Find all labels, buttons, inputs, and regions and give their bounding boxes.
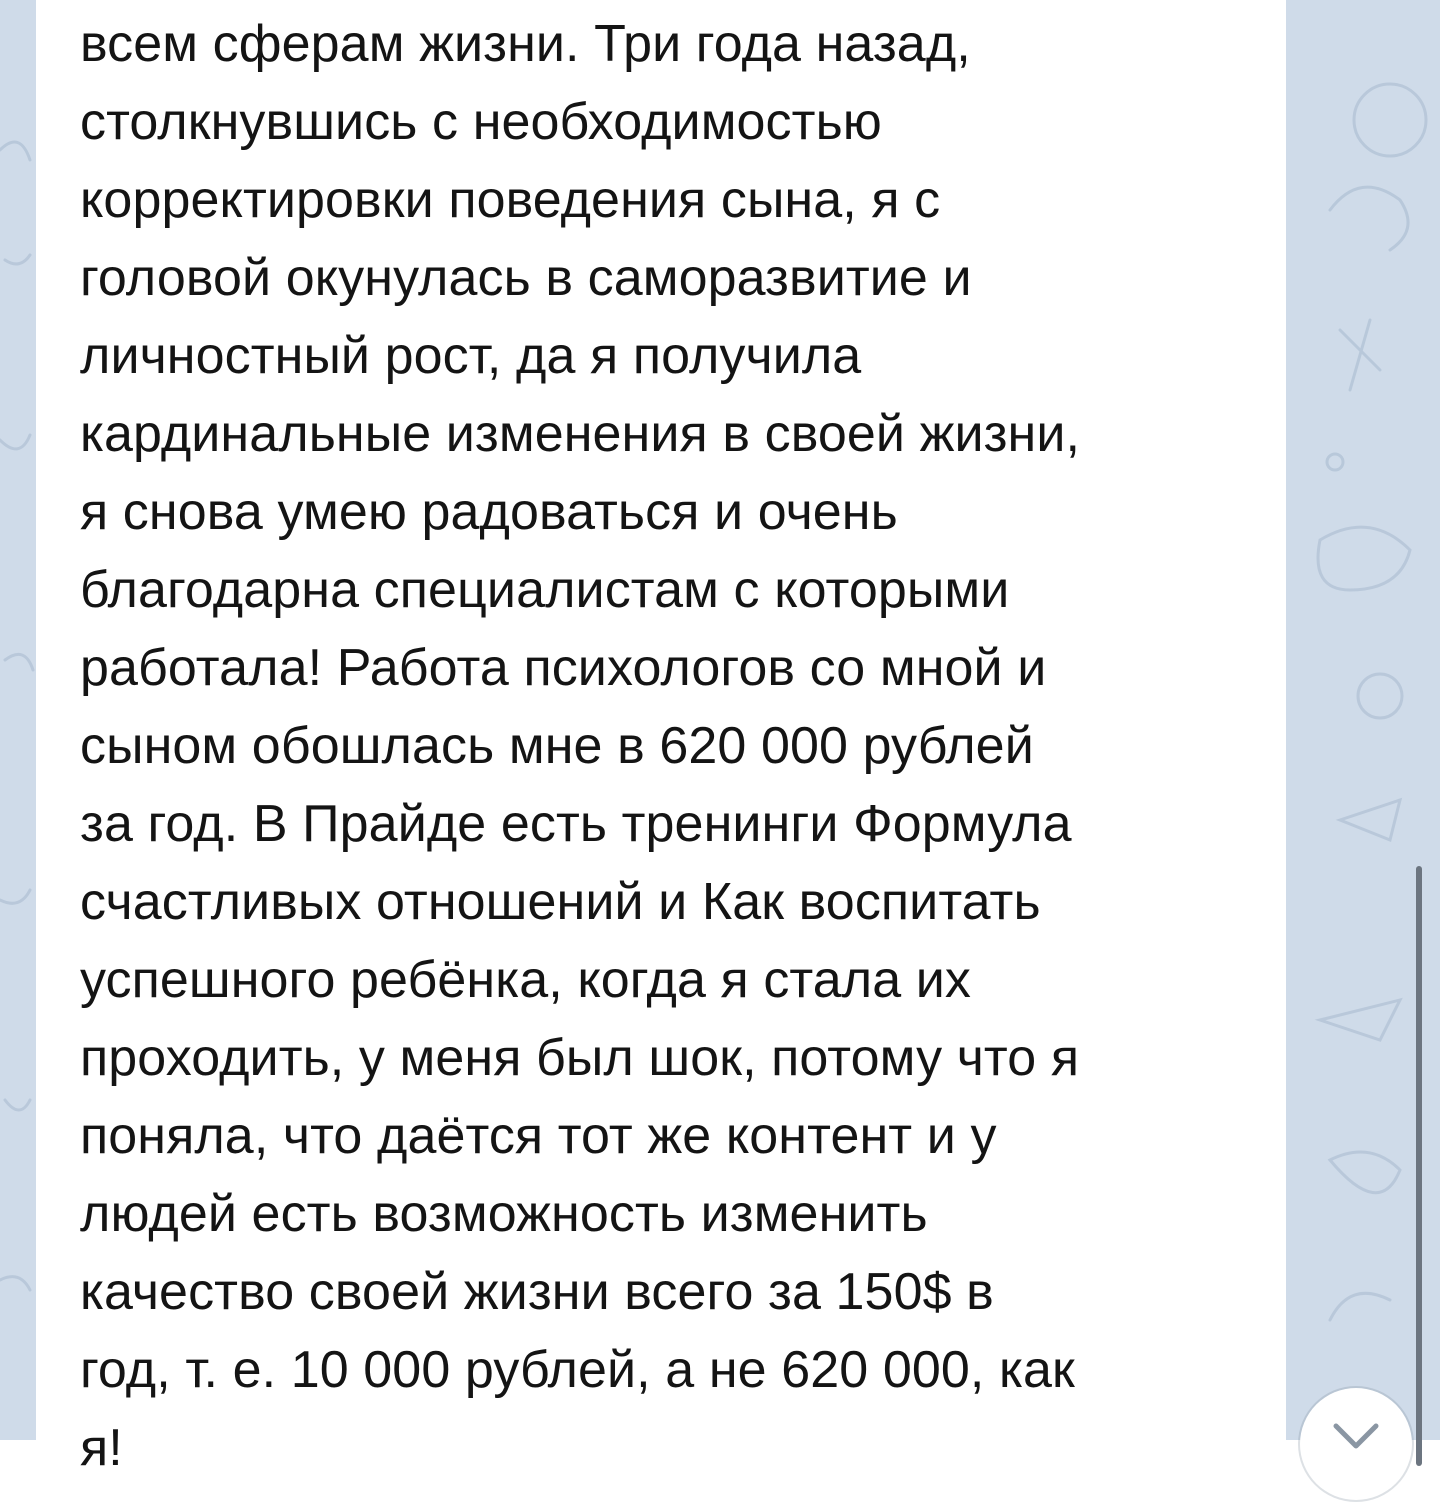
message-line: я!: [80, 1419, 123, 1477]
message-line: поняла, что даётся тот же контент и у: [80, 1107, 997, 1165]
message-line: за год. В Прайде есть тренинги Формула: [80, 795, 1072, 853]
message-line: успешного ребёнка, когда я стала их: [80, 951, 972, 1009]
message-line: год, т. е. 10 000 рублей, а не 620 000, как: [80, 1341, 1075, 1399]
scroll-down-icon: [1300, 1388, 1412, 1500]
message-line: благодарна специалистам с которыми: [80, 561, 1010, 619]
scroll-down-button[interactable]: [1300, 1388, 1412, 1500]
message-line: корректировки поведения сына, я с: [80, 171, 941, 229]
message-line: головой окунулась в саморазвитие и: [80, 249, 972, 307]
message-line: работала! Работа психологов со мной и: [80, 639, 1047, 697]
scrollbar[interactable]: [1416, 866, 1422, 1466]
message-line: сыном обошлась мне в 620 000 рублей: [80, 717, 1034, 775]
message-line: личностный рост, да я получила: [80, 327, 862, 385]
message-line: столкнувшись с необходимостью: [80, 93, 882, 151]
message-line: кардинальные изменения в своей жизни,: [80, 405, 1081, 463]
message-line: всем сферам жизни. Три года назад,: [80, 15, 971, 73]
message-line: я снова умею радоваться и очень: [80, 483, 898, 541]
message-line: людей есть возможность изменить: [80, 1185, 928, 1243]
message-text: [80, 5, 1260, 1487]
message-line: проходить, у меня был шок, потому что я: [80, 1029, 1080, 1087]
message-line: счастливых отношений и Как воспитать: [80, 873, 1041, 931]
message-line: качество своей жизни всего за 150$ в: [80, 1263, 994, 1321]
